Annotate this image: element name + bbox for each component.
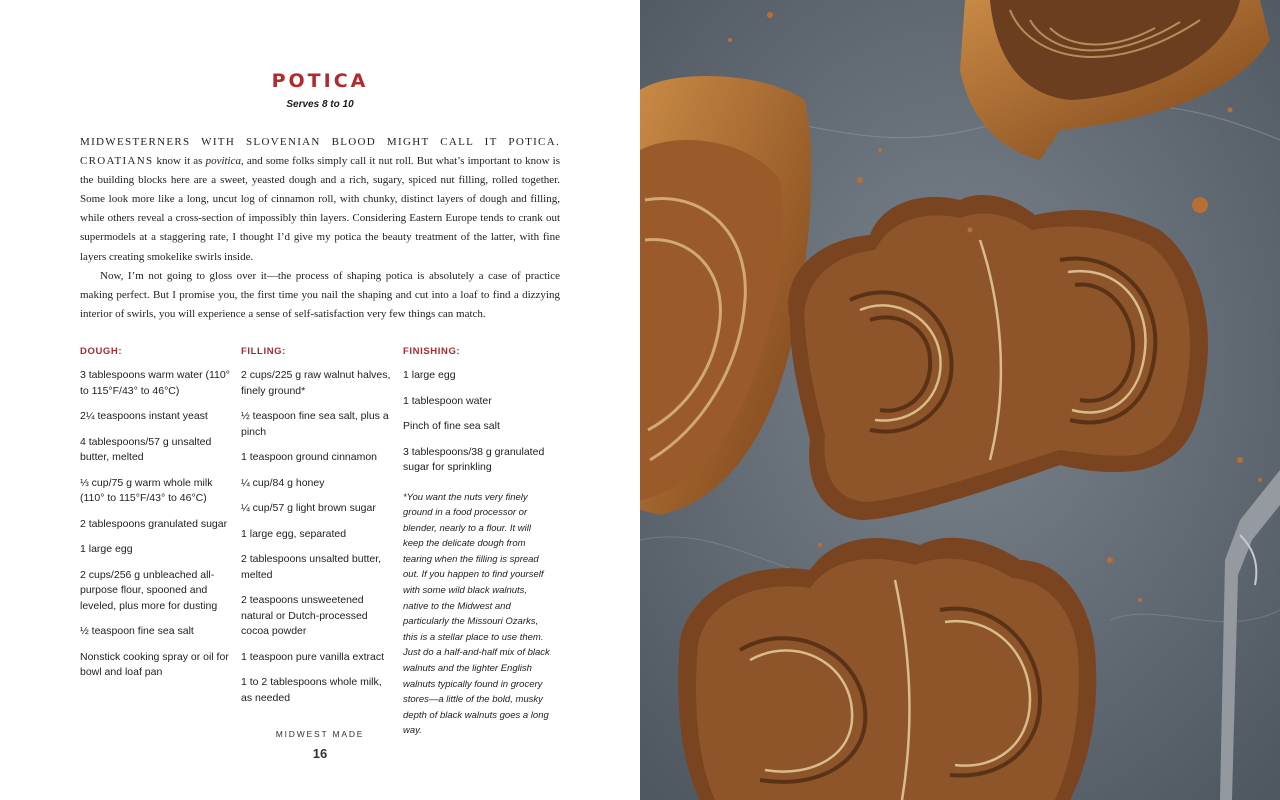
- ingredient: Nonstick cooking spray or oil for bowl and loaf pan: [80, 650, 229, 678]
- dough-heading: DOUGH:: [80, 346, 123, 357]
- ingredient: ¼ cup/84 g honey: [241, 476, 325, 489]
- ingredient: 1 large egg: [403, 369, 456, 381]
- intro-lead: MIDWESTERNERS WITH SLOVENIAN BLOOD MIGHT CALL IT POTICA. CROATIANS: [80, 136, 560, 168]
- ingredient: 2 tablespoons granulated sugar: [80, 517, 228, 530]
- book-title-footer: MIDWEST MADE: [275, 729, 365, 739]
- intro-text: [80, 133, 560, 324]
- potica-photo: [640, 0, 1280, 800]
- ingredient: Pinch of fine sea salt: [403, 420, 500, 432]
- intro-paragraph-1: [80, 133, 560, 267]
- ingredient: ⅓ cup/75 g warm whole milk (110° to 115°F/43° to 46°C): [80, 476, 213, 504]
- ingredient: 2 tablespoons unsalted butter, melted: [241, 553, 382, 581]
- ingredient: 1 tablespoon water: [403, 394, 492, 407]
- ingredient: 2 cups/256 g unbleached all-purpose flour, spooned and leveled, plus more for dusting: [80, 568, 218, 612]
- ingredient: 2 cups/225 g raw walnut halves, finely ground*: [241, 369, 391, 397]
- ingredient: 1 large egg: [80, 543, 133, 555]
- intro-paragraph-2: Now, I’m not going to gloss over it—the process of shaping potica is absolutely a case of practice making perfect. But I promise you, the first time you nail the shaping and cut into a loaf to find a dizzying interior of swirls, you will experience a sense of self-satisfaction very few things can match.: [80, 269, 560, 320]
- walnut-footnote: *You want the nuts very finely ground in a food processor or blender, nearly to a flour. It will keep the delicate dough from tearing when the filling is spread out. If you happen to find yourself with some wild black walnuts, native to the Midwest and particularly the Missouri Ozarks, this is a stellar place to use them. Just do a half-and-half mix of black walnuts and the lighter English walnuts typically found in grocery stores—a little of the bold, musky depth of black walnuts goes a long way.: [403, 491, 550, 737]
- dough-list: [80, 368, 230, 691]
- ingredient: 1 teaspoon pure vanilla extract: [241, 650, 385, 663]
- ingredient: 3 tablespoons/38 g granulated sugar for sprinkling: [403, 445, 545, 473]
- filling-list: [241, 368, 391, 716]
- intro-text-rest: , and some folks simply call it nut roll. But what’s important to know is the building blocks here are a sweet, yeasted dough and a rich, sugary, spiced nut filling, rolled together. Some look more like a long, uncut log of cinnamon roll, with chunky, distinct layers of dough and filling, while others reveal a cross-section of impossibly thin layers. Considering Eastern Europe tends to crank out supermodels at a staggering rate, I thought I’d give my potica the beauty treatment of the latter, with fine layers creating smokelike swirls inside.: [80, 155, 560, 263]
- intro-italic-word: povitica: [205, 155, 241, 168]
- recipe-title: POTICA: [271, 70, 369, 92]
- ingredient: 2 teaspoons unsweetened natural or Dutch-processed cocoa powder: [241, 594, 368, 637]
- ingredient: 2¼ teaspoons instant yeast: [80, 410, 208, 422]
- filling-heading: FILLING:: [241, 346, 286, 357]
- serves-line: Serves 8 to 10: [286, 99, 354, 110]
- ingredient: ¼ cup/57 g light brown sugar: [241, 502, 376, 514]
- finishing-heading: FINISHING:: [403, 346, 461, 357]
- intro-text-part: know it as: [153, 155, 206, 168]
- ingredient: ½ teaspoon fine sea salt, plus a pinch: [241, 410, 389, 438]
- ingredient: 1 to 2 tablespoons whole milk, as needed: [241, 676, 382, 704]
- potica-illustration: [640, 0, 1280, 800]
- page-number: 16: [312, 746, 328, 761]
- ingredient: 1 teaspoon ground cinnamon: [241, 451, 378, 463]
- ingredient: 4 tablespoons/57 g unsalted butter, melted: [80, 435, 212, 463]
- finishing-list: [403, 368, 553, 739]
- ingredient: 3 tablespoons warm water (110° to 115°F/43° to 46°C): [80, 369, 230, 397]
- ingredient: ½ teaspoon fine sea salt: [80, 625, 194, 637]
- ingredient: 1 large egg, separated: [241, 527, 347, 540]
